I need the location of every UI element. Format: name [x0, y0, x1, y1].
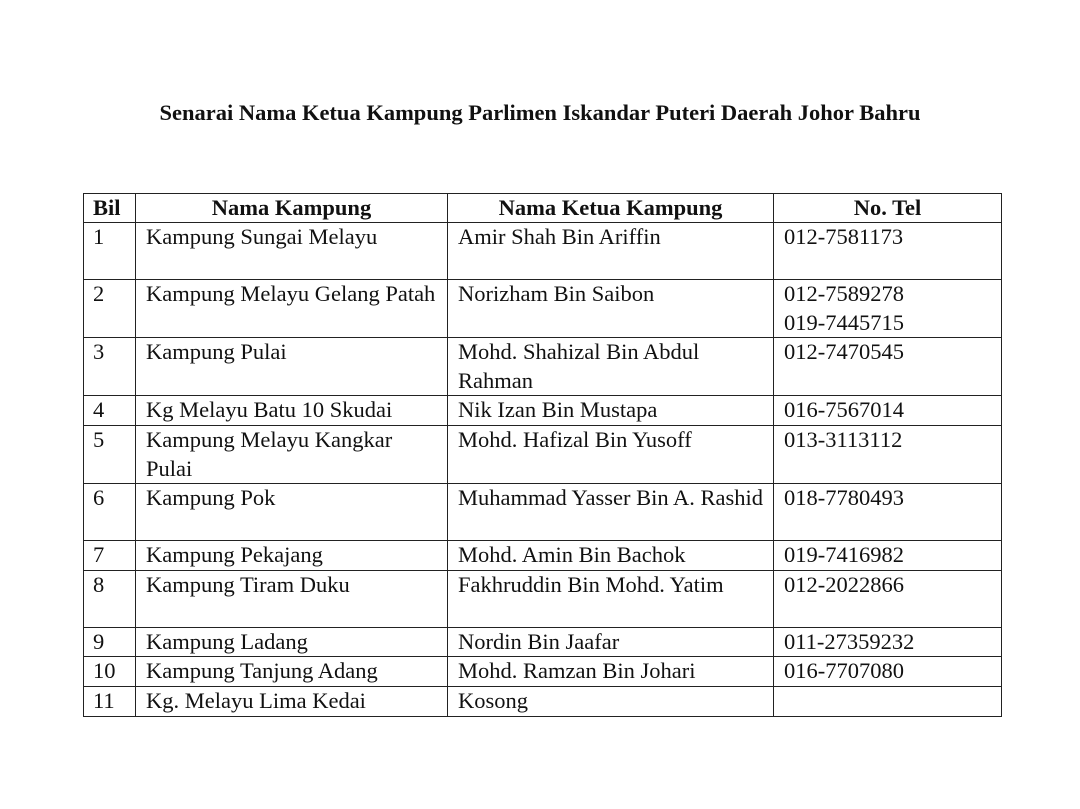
- row-bil: 9: [84, 627, 136, 657]
- row-nama-kampung: Kampung Pekajang: [136, 541, 448, 571]
- table-row: [84, 223, 1002, 280]
- row-nama-ketua: Mohd. Shahizal Bin Abdul Rahman: [448, 338, 774, 396]
- phone-number: 016-7707080: [784, 658, 904, 684]
- row-nama-kampung: Kampung Pulai: [136, 338, 448, 396]
- table-row: [84, 657, 1002, 687]
- table-row: [84, 280, 1002, 338]
- phone-number: 019-7416982: [784, 542, 904, 568]
- row-no-tel: [774, 396, 1002, 426]
- page-title: Senarai Nama Ketua Kampung Parlimen Iskandar Puteri Daerah Johor Bahru: [159, 100, 921, 125]
- phone-number: 011-27359232: [784, 628, 915, 654]
- row-nama-kampung: Kampung Sungai Melayu: [136, 223, 448, 280]
- row-no-tel: [774, 338, 1002, 396]
- row-bil: 10: [84, 657, 136, 687]
- row-nama-ketua: Muhammad Yasser Bin A. Rashid: [448, 484, 774, 541]
- phone-number: 012-7470545: [784, 339, 904, 365]
- row-no-tel: [774, 223, 1002, 280]
- row-no-tel: [774, 657, 1002, 687]
- table-row: [84, 484, 1002, 541]
- header-no-tel: No. Tel: [774, 194, 1002, 223]
- table-row: [84, 338, 1002, 396]
- phone-number: 018-7780493: [784, 485, 904, 511]
- row-nama-kampung: Kg Melayu Batu 10 Skudai: [136, 396, 448, 426]
- row-bil: 11: [84, 686, 136, 716]
- phone-number: 012-7589278: [784, 281, 904, 306]
- phone-number: 013-3113112: [784, 426, 903, 452]
- row-bil: 6: [84, 484, 136, 541]
- row-no-tel: [774, 570, 1002, 627]
- header-bil: Bil: [84, 194, 136, 223]
- row-no-tel: [774, 541, 1002, 571]
- row-nama-ketua: Nordin Bin Jaafar: [448, 627, 774, 657]
- row-nama-ketua: Mohd. Hafizal Bin Yusoff: [448, 425, 774, 483]
- row-nama-kampung: Kampung Melayu Gelang Patah: [136, 280, 448, 338]
- header-nama-kampung: Nama Kampung: [136, 194, 448, 223]
- phone-number: 016-7567014: [784, 397, 904, 423]
- row-bil: 1: [84, 223, 136, 280]
- row-bil: 5: [84, 425, 136, 483]
- table-row: [84, 425, 1002, 483]
- row-nama-kampung: Kampung Melayu Kangkar Pulai: [136, 425, 448, 483]
- row-bil: 2: [84, 280, 136, 338]
- table-row: [84, 570, 1002, 627]
- row-nama-ketua: Mohd. Amin Bin Bachok: [448, 541, 774, 571]
- row-no-tel: [774, 686, 1002, 716]
- row-nama-ketua: Norizham Bin Saibon: [448, 280, 774, 338]
- table-row: [84, 396, 1002, 426]
- phone-number: 012-7581173: [784, 224, 904, 249]
- row-no-tel: [774, 280, 1002, 338]
- row-nama-ketua: Fakhruddin Bin Mohd. Yatim: [448, 570, 774, 627]
- phone-number: 012-2022866: [784, 571, 904, 597]
- row-bil: 3: [84, 338, 136, 396]
- row-nama-kampung: Kampung Tiram Duku: [136, 570, 448, 627]
- row-nama-ketua: Mohd. Ramzan Bin Johari: [448, 657, 774, 687]
- row-no-tel: [774, 627, 1002, 657]
- row-nama-ketua: Nik Izan Bin Mustapa: [448, 396, 774, 426]
- table-header-row: [84, 194, 1002, 223]
- table-row: [84, 627, 1002, 657]
- row-bil: 7: [84, 541, 136, 571]
- row-bil: 4: [84, 396, 136, 426]
- row-nama-kampung: Kampung Tanjung Adang: [136, 657, 448, 687]
- table-row: [84, 686, 1002, 716]
- row-bil: 8: [84, 570, 136, 627]
- row-no-tel: [774, 425, 1002, 483]
- row-no-tel: [774, 484, 1002, 541]
- table-body: [84, 223, 1002, 717]
- row-nama-ketua: Amir Shah Bin Ariffin: [448, 223, 774, 280]
- row-nama-kampung: Kampung Pok: [136, 484, 448, 541]
- table-row: [84, 541, 1002, 571]
- phone-number: 019-7445715: [784, 309, 904, 335]
- row-nama-ketua: Kosong: [448, 686, 774, 716]
- row-nama-kampung: Kg. Melayu Lima Kedai: [136, 686, 448, 716]
- header-nama-ketua: Nama Ketua Kampung: [448, 194, 774, 223]
- row-nama-kampung: Kampung Ladang: [136, 627, 448, 657]
- ketua-kampung-table: [83, 193, 1002, 717]
